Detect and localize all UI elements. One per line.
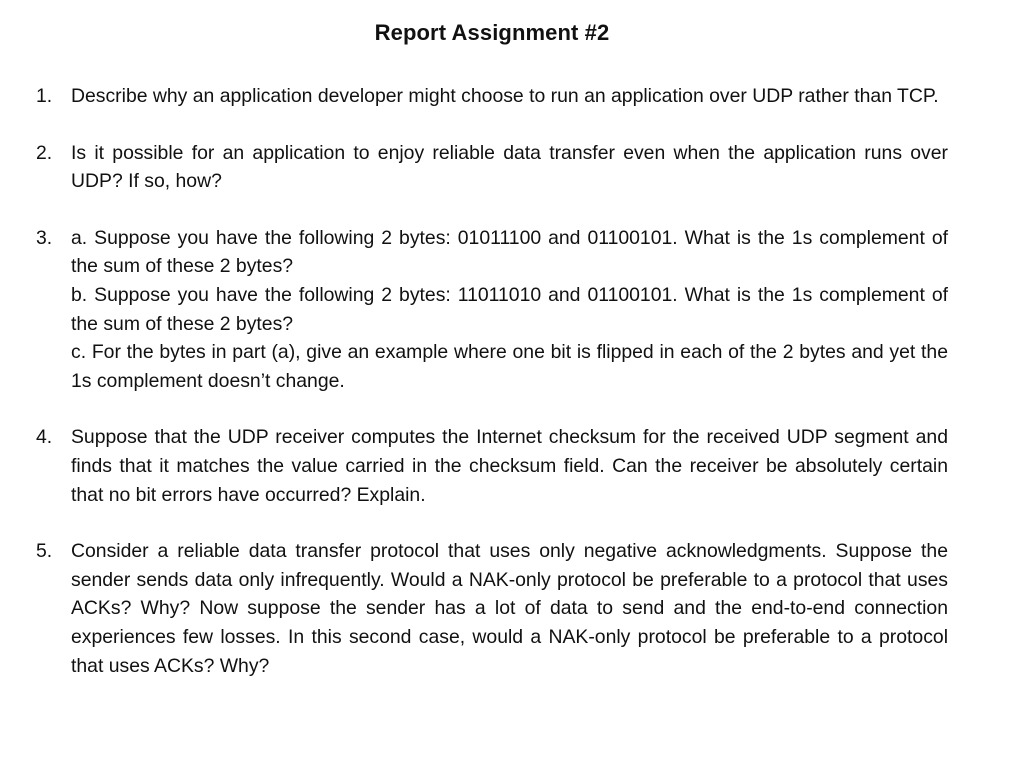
question-part-c: c. For the bytes in part (a), give an example where one bit is flipped in each of the 2 bytes and yet the 1s complement doesn’t change. — [71, 341, 948, 392]
question-part-b: b. Suppose you have the following 2 bytes: 11011010 and 01100101. What is the 1s complement of the sum of these 2 bytes? — [71, 283, 948, 335]
question-number: 3. — [36, 226, 53, 249]
question-list — [36, 82, 948, 708]
question-number: 2. — [36, 141, 53, 164]
question-text: Describe why an application developer might choose to run an application over UDP rather than TCP. — [71, 85, 939, 107]
question-item — [36, 537, 948, 680]
question-part-a: a. Suppose you have the following 2 bytes: 01011100 and 01100101. What is the 1s complement of the sum of these 2 bytes? — [71, 226, 948, 278]
question-item — [36, 82, 948, 111]
question-text: Is it possible for an application to enjoy reliable data transfer even when the application runs over UDP? If so, how? — [71, 141, 948, 193]
page-title: Report Assignment #2 — [374, 20, 610, 45]
question-text: Suppose that the UDP receiver computes the Internet checksum for the received UDP segment and finds that it matches the value carried in the checksum field. Can the receiver be absolutely certain that no bit errors have occurred? Explain. — [71, 426, 948, 506]
question-item — [36, 139, 948, 196]
question-item — [36, 224, 948, 396]
question-number: 4. — [36, 426, 53, 449]
question-text: Consider a reliable data transfer protocol that uses only negative acknowledgments. Suppose the sender sends data only infrequently. Would a NAK-only protocol be preferable to a protocol that uses ACKs? Why? Now suppose the sender has a lot of data to send and the end-to-end connection experiences few losses. In this second case, would a NAK-only protocol be preferable to a protocol that uses ACKs? Why? — [71, 540, 948, 677]
question-number: 1. — [36, 85, 53, 107]
question-number: 5. — [36, 540, 53, 563]
question-item — [36, 423, 948, 509]
